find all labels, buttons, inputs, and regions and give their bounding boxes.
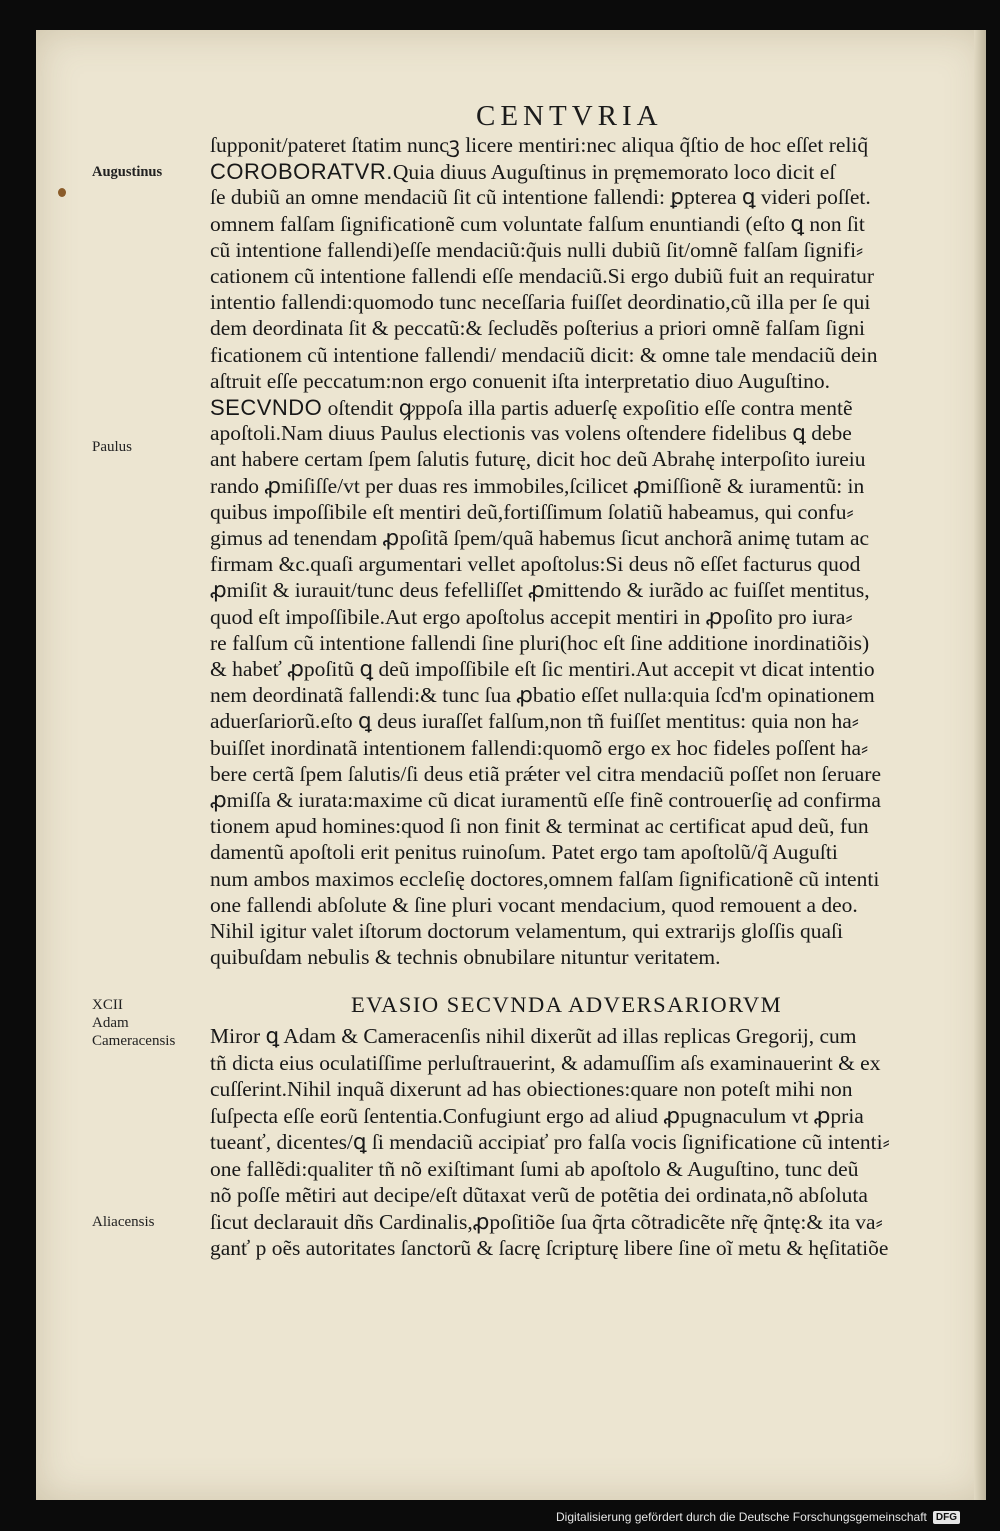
text-line: nõ poſſe mẽtiri aut decipe/eſt dũtaxat verũ de potẽtia dei ordinata,nõ abſoluta bbox=[210, 1183, 868, 1207]
dfg-logo: DFG bbox=[933, 1511, 960, 1524]
text-line: tionem apud homines:quod ſi non finit & terminat ac certificat apud deũ, fun bbox=[210, 814, 869, 839]
margin-note-cameracensis: Cameracensis bbox=[92, 1033, 176, 1049]
text-line: ſupponit/pateret ſtatim nunc̨ꝫ licere mentiri:nec aliqua q̃ſtio de hoc eſſet reliq̃ bbox=[210, 133, 869, 157]
text-line: ſe dubiũ an omne mendaciũ ſit cũ intentione fallendi: ꝑpterea ꝗ videri poſſet. bbox=[210, 185, 871, 210]
text-line: aſtruit eſſe peccatum:non ergo conuenit iſta interpretatio diuo Auguſtino. bbox=[210, 368, 830, 393]
text-line: re falſum cũ intentione fallendi ſine pluri(hoc eſt ſine additione inordinatiõis) bbox=[210, 630, 870, 655]
text-line: nem deordinatã fallendi:& tunc ſua ꝓbatio eſſet nulla:quia ſcd'm opinationem bbox=[210, 683, 875, 708]
text-line: apoſtoli.Nam diuus Paulus electionis vas volens oſtendere fidelibus ꝗ debe bbox=[210, 421, 852, 446]
text-line: quibuſdam nebulis & technis obnubilare nituntur veritatem. bbox=[210, 945, 721, 970]
text-line: one fallendi abſolute & ſine pluri vocant mendacium, quod remouent a deo. bbox=[210, 892, 858, 917]
text-line: cuſſerint.Nihil inquã dixerunt ad has obiectiones:quare non poteſt mihi non bbox=[210, 1077, 853, 1101]
text-line: Miror ꝗ Adam & Cameracenſis nihil dixerũt ad illas replicas Gregorij, cum bbox=[210, 1024, 857, 1048]
corroboratur-lead: COROBORATVR. bbox=[210, 159, 393, 185]
text-line: ꝓmiſit & iurauit/tunc deus fefelliſſet ꝓmittendo & iurãdo ac fuiſſet mentitus, bbox=[210, 578, 870, 603]
text-line: ſuſpecta eſſe eorũ ſententia.Confugiunt ergo ad aliud ꝓpugnaculum vt ꝓpria bbox=[210, 1103, 864, 1128]
text-line: gimus ad tenendam ꝓpoſitã ſpem/quã habemus ſicut anchorã animę tutam ac bbox=[210, 526, 870, 550]
margin-note-number: XCII bbox=[92, 997, 123, 1013]
text-line: & habeť ꝓpoſitũ ꝗ deũ impoſſibile eſt ſic mentiri.Aut accepit vt dicat intentio bbox=[210, 657, 875, 681]
text-line: quod eſt impoſſibile.Aut ergo apoſtolus accepit mentiri in ꝓpoſito pro iura⸗ bbox=[210, 604, 853, 629]
text-line: ant habere certam ſpem ſalutis futurę, dicit hoc deũ Abrahę interpoſito iureiu bbox=[210, 447, 866, 472]
text-line: tueanť, dicentes/ꝗ ſi mendaciũ accipiať pro falſa vocis ſignificatione cũ intenti⸗ bbox=[210, 1130, 890, 1154]
text-line: Nihil igitur valet iſtorum doctorum velamentum, qui extrarijs gloſſis quaſi bbox=[210, 919, 843, 943]
text-line: quibus impoſſibile eſt mentiri deũ,fortiſſimum ſolatiũ habeamus, qui confu⸗ bbox=[210, 499, 854, 524]
secundo-lead: SECVNDO bbox=[210, 395, 323, 420]
text-line: one fallẽdi:qualiter tñ nõ exiſtimant ſumi ab apoſtolo & Auguſtino, tunc deũ bbox=[210, 1156, 859, 1181]
book-page bbox=[36, 30, 986, 1500]
text-line: buiſſet inordinatã intentionem fallendi:quomõ ergo ex hoc fideles poſſent ha⸗ bbox=[210, 735, 869, 760]
margin-note-paulus: Paulus bbox=[92, 439, 133, 455]
text-line: ꝓmiſſa & iurata:maxime cũ dicat iuramentũ eſſe finẽ controuerſię ad confirma bbox=[210, 788, 881, 812]
margin-note-augustinus: Augustinus bbox=[92, 164, 163, 180]
text-line: intentio fallendi:quomodo tunc neceſſaria fuiſſet deordinatio,cũ illa per ſe qui bbox=[210, 290, 871, 315]
page-edge bbox=[974, 30, 986, 1500]
text-line: cũ intentione fallendi)eſſe mendaciũ:q̃uis nulli dubiũ ſit/omnẽ falſam ſignifi⸗ bbox=[210, 237, 864, 262]
margin-note-adam: Adam bbox=[92, 1015, 129, 1031]
text-line: cationem cũ intentione fallendi eſſe mendaciũ.Si ergo dubiũ fuit an requiratur bbox=[210, 264, 875, 288]
text-line: tñ dicta eius oculatiſſime perluſtrauerint, & adamuſſim aſs examinauerint & ex bbox=[210, 1050, 881, 1075]
text-line: ficationem cũ intentione fallendi/ mendaciũ dicit: & omne tale mendaciũ dein bbox=[210, 342, 878, 367]
text-line-rest: oſtendit ꝙppoſa illa partis aduerſę expoſitio eſſe contra mentẽ bbox=[327, 396, 853, 420]
text-line: num ambos maximos eccleſię doctores,omnem falſam ſignificationẽ cũ intenti bbox=[210, 866, 880, 891]
text-line: firmam &c.quaſi argumentari vellet apoſtolus:Si deus nõ eſſet facturus quod bbox=[210, 552, 861, 577]
text-line: damentũ apoſtoli erit penitus ruinoſum. Patet ergo tam apoſtolũ/q̃ Auguſti bbox=[210, 840, 838, 865]
text-line: dem deordinata ſit & peccatũ:& ſecludẽs poſterius a priori omnẽ falſam ſigni bbox=[210, 316, 865, 341]
text-line bbox=[210, 161, 835, 184]
text-line: aduerſariorũ.eſto ꝗ deus iuraſſet falſum,non tñ fuiſſet mentitus: quia non ha⸗ bbox=[210, 709, 859, 734]
text-line: omnem falſam ſignificationẽ cum voluntate falſum enuntiandi (eſto ꝗ non ſit bbox=[210, 211, 865, 236]
footer-credit bbox=[556, 1510, 960, 1524]
ink-spot bbox=[58, 188, 66, 197]
text-line-rest: Quia diuus Auguſtinus in pręmemorato loco dicit eſ bbox=[392, 160, 836, 185]
running-header: CENTVRIA bbox=[476, 100, 663, 132]
text-line: rando ꝓmiſiſſe/vt per duas res immobiles,ſcilicet ꝓmiſſionẽ & iuramentũ: in bbox=[210, 473, 865, 498]
text-line: ganť p oẽs autoritates ſanctorũ & ſacrę ſcripturę libere ſine oĩ metu & hęſitatiõe bbox=[210, 1236, 889, 1260]
text-line: ſicut declarauit dñs Cardinalis,ꝓpoſitiõe ſua q̃rta cõtradicẽte nr̃ę q̃ntę:& ita va⸗ bbox=[210, 1209, 883, 1234]
footer-text: Digitalisierung gefördert durch die Deutsche Forschungsgemeinschaft bbox=[556, 1510, 927, 1524]
text-line: bere certã ſpem ſalutis/ſi deus etiã prǽter vel citra mendaciũ poſſet non ſeruare bbox=[210, 761, 882, 786]
margin-note-aliacensis: Aliacensis bbox=[92, 1214, 155, 1230]
section-heading: EVASIO SECVNDA ADVERSARIORVM bbox=[351, 992, 783, 1017]
text-line bbox=[210, 397, 852, 420]
